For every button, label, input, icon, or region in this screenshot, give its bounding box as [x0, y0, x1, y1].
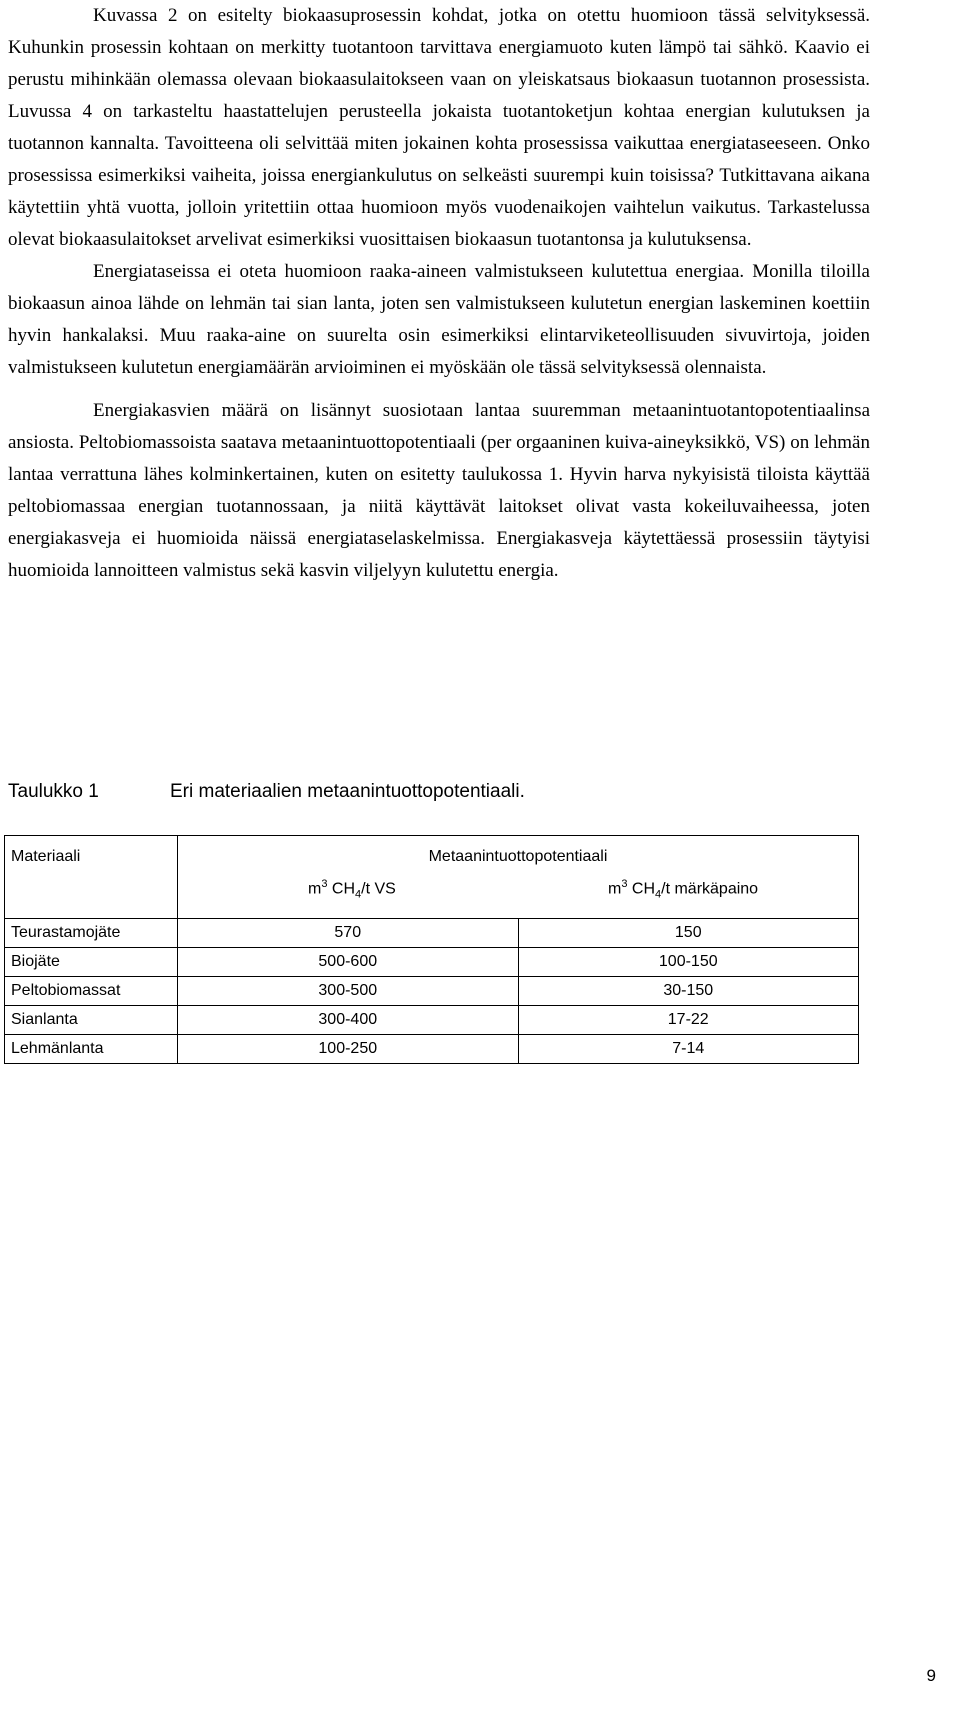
table-caption-label: Taulukko 1 — [8, 781, 99, 802]
table-caption-text: Eri materiaalien metaanintuottopotentiaali. — [170, 781, 525, 802]
body-text — [8, 0, 870, 587]
paragraph-2: Energiataseissa ei oteta huomioon raaka-aineen valmistukseen kulutettua energiaa. Monilla tiloilla biokaasun ainoa lähde on lehmän tai sian lanta, joten sen valmistukseen kulutetun energian laskeminen koettiin hyvin hankalaksi. Muu raaka-aine on suurelta osin esimerkiksi elintarviketeollisuuden sivuvirtoja, joiden valmistukseen kulutetun energiamäärän arvioiminen ei myöskään ole tässä selvityksessä olennaista. — [8, 261, 870, 378]
table-row — [5, 1035, 859, 1064]
page-number: 9 — [926, 1666, 936, 1685]
table-row — [5, 919, 859, 948]
cell-vs: 300-400 — [178, 1006, 519, 1035]
header-material: Materiaali — [5, 836, 178, 919]
cell-material: Peltobiomassat — [5, 977, 178, 1006]
paragraph-1: Kuvassa 2 on esitelty biokaasuprosessin kohdat, jotka on otettu huomioon tässä selvityksessä. Kuhunkin prosessin kohtaan on merkitty tuotantoon tarvittava energiamuoto kuten lämpö tai sähkö. Kaavio ei perustu mihinkään olemassa olevaan biokaasulaitokseen vaan on yleiskatsaus biokaasun tuotannon prosessista. Luvussa 4 on tarkasteltu haastattelujen perusteella jokaista tuotantoketjun kohtaa energian kulutuksen ja tuotannon kannalta. Tavoitteena oli selvittää miten jokainen kohta prosessissa vaikuttaa energiataseeseen. Onko prosessissa esimerkiksi vaiheita, joissa energiankulutus on selkeästi suurempi kuin toisissa? Tutkittavana aikana käytettiin yhtä vuotta, jolloin yritettiin ottaa huomioon myös vuodenaikojen vaihtelun vaikutus. Tarkastelussa olevat biokaasulaitokset arvelivat esimerkiksi vuosittaisen biokaasun tuotantonsa ja kulutuksensa. — [8, 5, 870, 250]
paragraph-3: Energiakasvien määrä on lisännyt suosiotaan lantaa suuremman metaanintuotantopotentiaalinsa ansiosta. Peltobiomassoista saatava metaanintuottopotentiaali (per orgaaninen kuiva-aineyksikkö, VS) on lehmän lantaa verrattuna lähes kolminkertainen, kuten on esitetty taulukossa 1. Hyvin harva nykyisistä tiloista käyttää peltobiomassaa energian tuotannossaan, ja niitä käyttävät laitokset olivat vasta kokeiluvaiheessa, joten energiakasveja ei huomioida näissä energiataselaskelmissa. Energiakasveja käytettäessä prosessiin täytyisi huomioida lannoitteen valmistus sekä kasvin viljelyyn kulutettu energia. — [8, 400, 870, 581]
cell-wet: 100-150 — [518, 948, 859, 977]
cell-material: Biojäte — [5, 948, 178, 977]
table-row — [5, 1006, 859, 1035]
cell-wet: 150 — [518, 919, 859, 948]
methane-potential-table — [4, 835, 859, 1064]
cell-wet: 30-150 — [518, 977, 859, 1006]
table-row — [5, 948, 859, 977]
cell-vs: 570 — [178, 919, 519, 948]
cell-material: Teurastamojäte — [5, 919, 178, 948]
cell-material: Lehmänlanta — [5, 1035, 178, 1064]
cell-wet: 17-22 — [518, 1006, 859, 1035]
cell-vs: 100-250 — [178, 1035, 519, 1064]
header-unit-vs: $m^3$ $CH_4/t$ VS — [308, 878, 396, 901]
cell-material: Sianlanta — [5, 1006, 178, 1035]
cell-vs: 300-500 — [178, 977, 519, 1006]
table-header-row — [5, 836, 859, 919]
header-unit-wet: $m^3$ $CH_4/t$ märkäpaino — [608, 878, 759, 901]
table-row — [5, 977, 859, 1006]
header-group-title: Metaanintuottopotentiaali — [428, 848, 608, 865]
cell-vs: 500-600 — [178, 948, 519, 977]
cell-wet: 7-14 — [518, 1035, 859, 1064]
table-caption — [8, 780, 525, 804]
header-group-cell — [178, 836, 859, 919]
